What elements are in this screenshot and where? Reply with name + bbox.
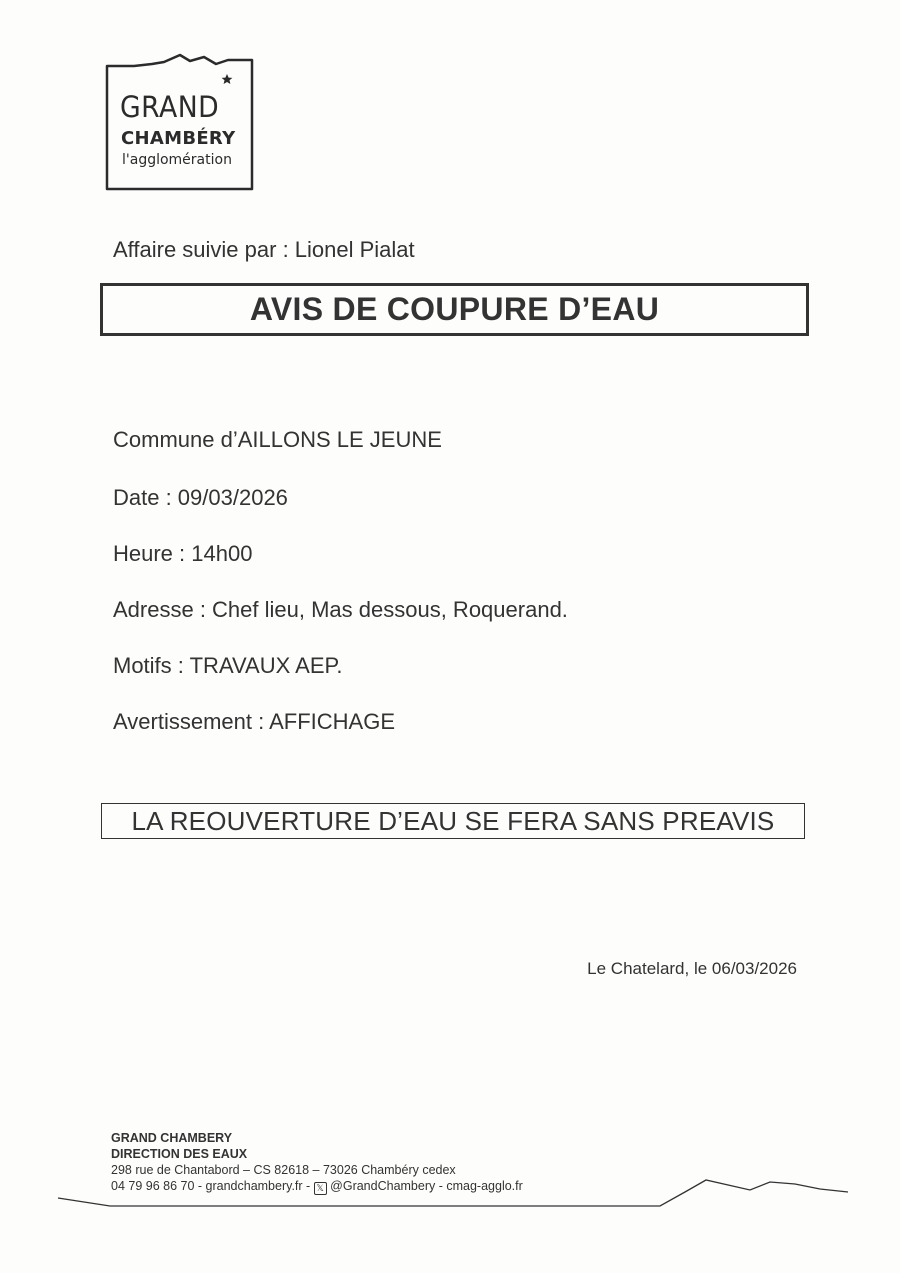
field-motifs: Motifs : TRAVAUX AEP. xyxy=(113,653,343,678)
field-avertissement: Avertissement : AFFICHAGE xyxy=(113,709,396,734)
field-commune: Commune d’AILLONS LE JEUNE xyxy=(113,427,442,452)
reopening-notice: LA REOUVERTURE D’EAU SE FERA SANS PREAVIS xyxy=(131,805,775,836)
title-box xyxy=(100,283,809,336)
place-and-date: Le Chatelard, le 06/03/2026 xyxy=(587,959,797,978)
footer-org: GRAND CHAMBERY xyxy=(111,1131,233,1145)
page-title: AVIS DE COUPURE D’EAU xyxy=(249,291,660,327)
logo-grand-text: GRAND xyxy=(120,90,220,124)
footer-contact-phone-web: 04 79 96 86 70 - grandchambery.fr - xyxy=(111,1179,314,1193)
field-heure: Heure : 14h00 xyxy=(113,541,253,566)
notice-box xyxy=(101,803,805,839)
grand-chambery-logo xyxy=(104,52,256,194)
mountain-footer-line xyxy=(0,1170,900,1220)
logo-agglomeration-text: l'agglomération xyxy=(122,152,232,168)
field-adresse: Adresse : Chef lieu, Mas dessous, Roquerand. xyxy=(113,597,568,622)
field-date: Date : 09/03/2026 xyxy=(113,485,288,510)
star-icon xyxy=(222,74,233,84)
footer-department: DIRECTION DES EAUX xyxy=(111,1147,248,1161)
case-handler: Affaire suivie par : Lionel Pialat xyxy=(113,237,415,262)
footer-contact-social: @GrandChambery - cmag-agglo.fr xyxy=(330,1179,523,1193)
footer-address: 298 rue de Chantabord – CS 82618 – 73026 Chambéry cedex xyxy=(111,1163,456,1177)
x-social-icon: 𝕏 xyxy=(314,1182,327,1195)
logo-chambery-text: CHAMBÉRY xyxy=(121,128,236,149)
